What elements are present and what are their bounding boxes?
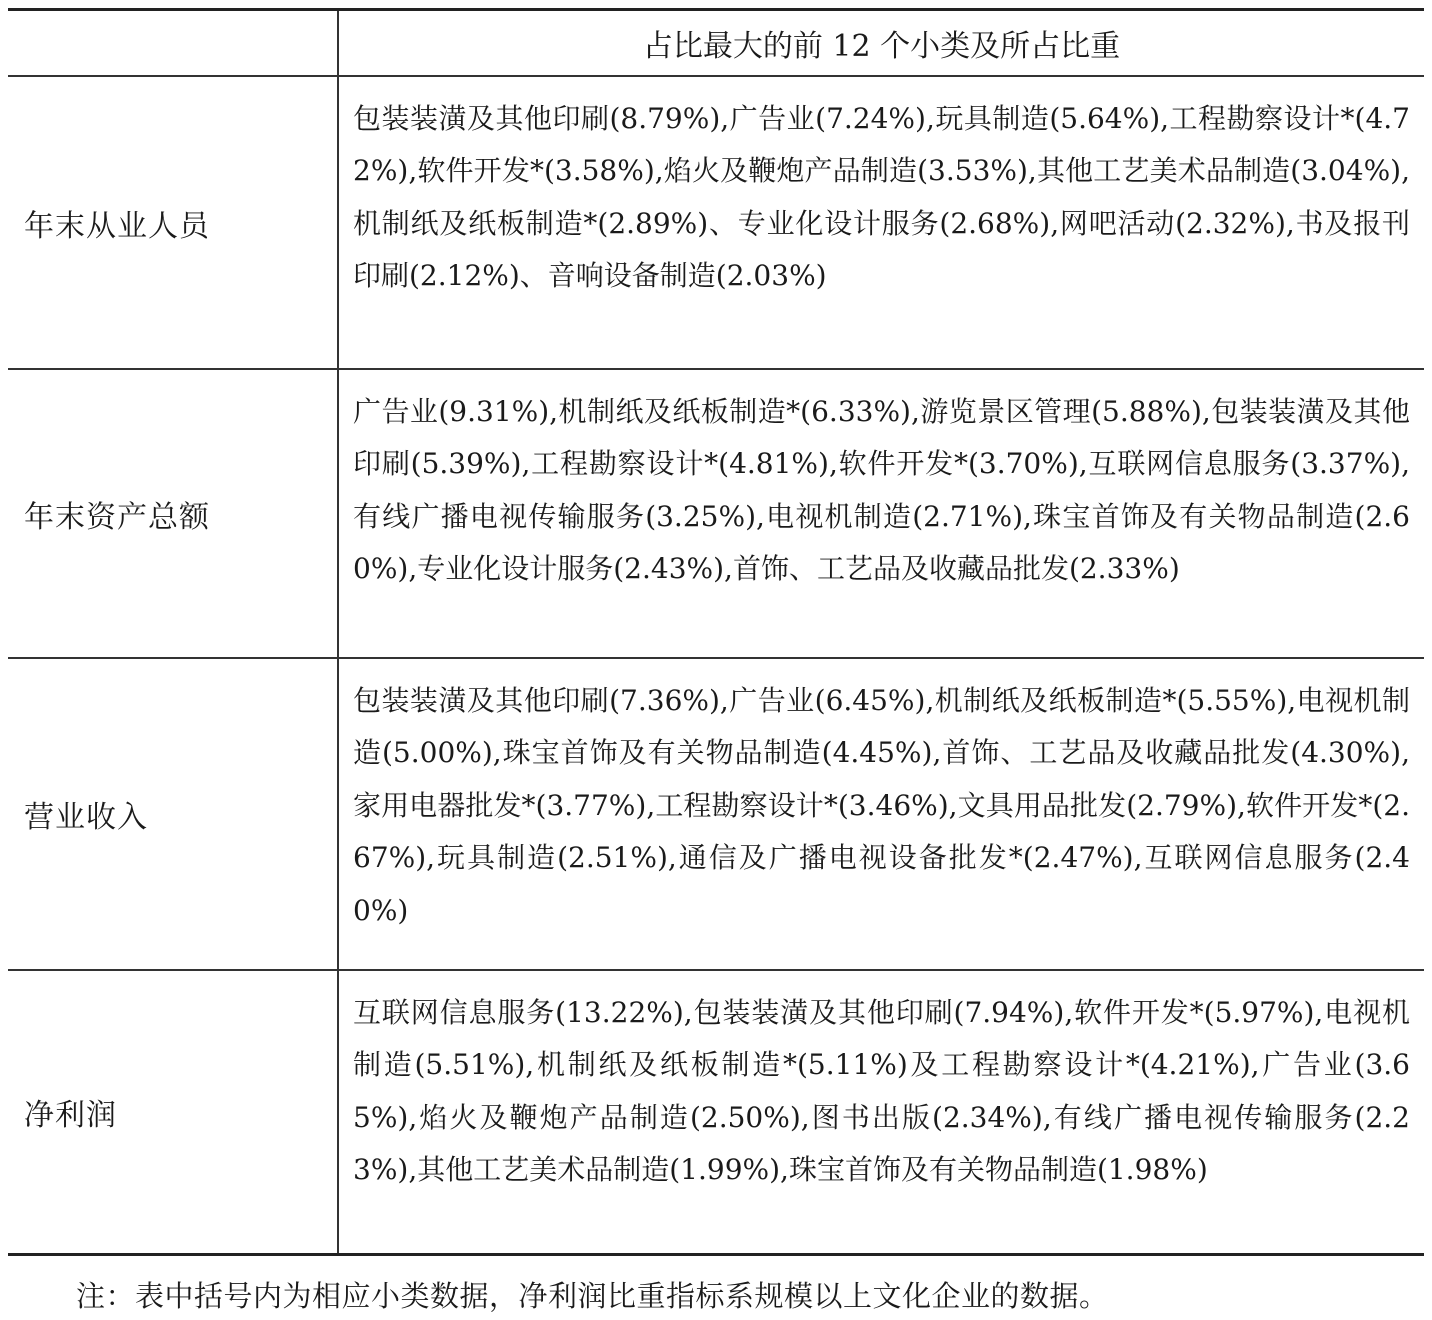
table-row: [8, 76, 1424, 369]
row-label: 营业收入: [8, 658, 338, 970]
table-header-row: [8, 10, 1424, 77]
row-label: 净利润: [8, 970, 338, 1254]
row-content: 包装装潢及其他印刷(8.79%),广告业(7.24%),玩具制造(5.64%),工程勘察设计*(4.72%),软件开发*(3.58%),焰火及鞭炮产品制造(3.53%),其他工艺美术品制造(3.04%),机制纸及纸板制造*(2.89%)、专业化设计服务(2.68%),网吧活动(2.32%),书及报刊印刷(2.12%)、音响设备制造(2.03%): [338, 76, 1424, 369]
data-table: [8, 8, 1424, 1256]
row-content: 广告业(9.31%),机制纸及纸板制造*(6.33%),游览景区管理(5.88%),包装装潢及其他印刷(5.39%),工程勘察设计*(4.81%),软件开发*(3.70%),互联网信息服务(3.37%),有线广播电视传输服务(3.25%),电视机制造(2.71%),珠宝首饰及有关物品制造(2.60%),专业化设计服务(2.43%),首饰、工艺品及收藏品批发(2.33%): [338, 369, 1424, 658]
header-cell-indicator: [8, 10, 338, 77]
row-content: 包装装潢及其他印刷(7.36%),广告业(6.45%),机制纸及纸板制造*(5.55%),电视机制造(5.00%),珠宝首饰及有关物品制造(4.45%),首饰、工艺品及收藏品批发(4.30%),家用电器批发*(3.77%),工程勘察设计*(3.46%),文具用品批发(2.79%),软件开发*(2.67%),玩具制造(2.51%),通信及广播电视设备批发*(2.47%),互联网信息服务(2.40%): [338, 658, 1424, 970]
table-row: [8, 369, 1424, 658]
row-label: 年末资产总额: [8, 369, 338, 658]
row-content: 互联网信息服务(13.22%),包装装潢及其他印刷(7.94%),软件开发*(5.97%),电视机制造(5.51%),机制纸及纸板制造*(5.11%)及工程勘察设计*(4.21%),广告业(3.65%),焰火及鞭炮产品制造(2.50%),图书出版(2.34%),有线广播电视传输服务(2.23%),其他工艺美术品制造(1.99%),珠宝首饰及有关物品制造(1.98%): [338, 970, 1424, 1254]
table-row: [8, 970, 1424, 1254]
table-footnote: 注：表中括号内为相应小类数据，净利润比重指标系规模以上文化企业的数据。: [76, 1279, 1109, 1313]
row-label: 年末从业人员: [8, 76, 338, 369]
header-cell-top12: 占比最大的前 12 个小类及所占比重: [338, 10, 1424, 77]
table-row: [8, 658, 1424, 970]
